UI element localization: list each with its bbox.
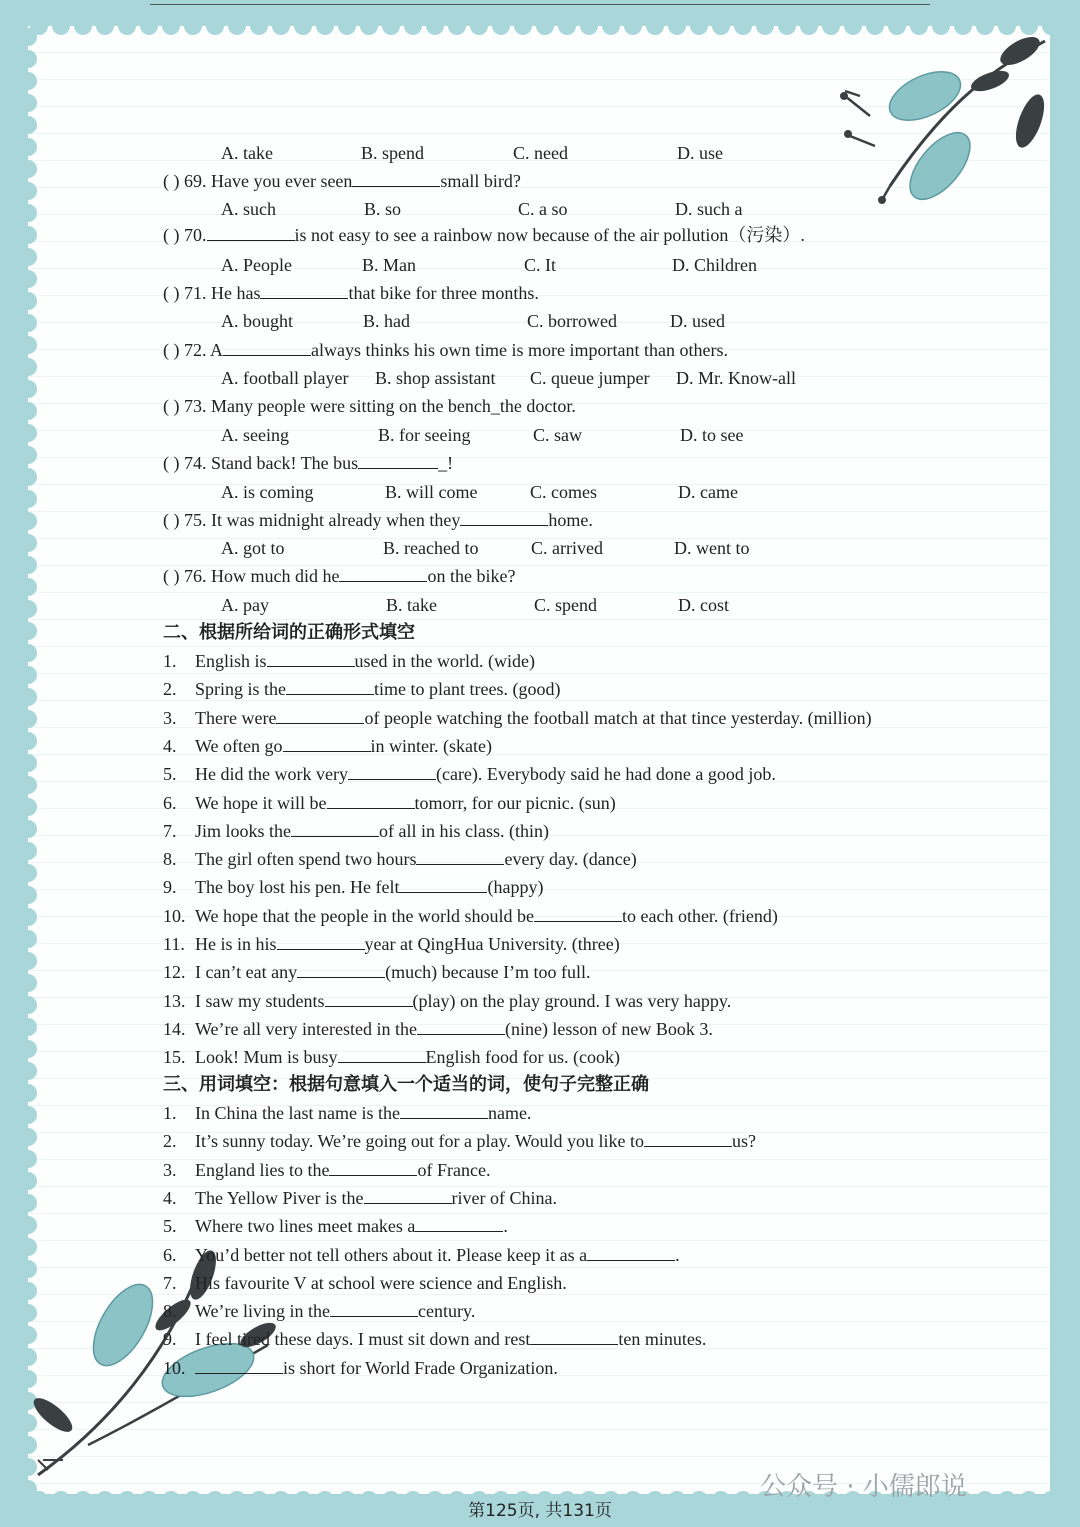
answer-blank[interactable] <box>352 170 440 187</box>
item-text: English is <box>195 651 267 671</box>
item-text-end: river of China. <box>451 1187 557 1208</box>
q74-option-c: C. comes <box>530 482 597 502</box>
section3-title: 三、用词填空：根据句意填入一个适当的词，使句子完整正确 <box>163 1074 649 1095</box>
item-text-end: of people watching the football match at that tince yesterday. (million) <box>364 707 872 728</box>
q75-option-b: B. reached to <box>383 538 479 558</box>
q69-option-d: D. such a <box>675 199 743 219</box>
item-number: 5. <box>163 1216 177 1237</box>
item-number: 1. <box>163 1103 177 1123</box>
question-75: ( ) 75. It was midnight already when they home. <box>163 510 593 530</box>
item-number: 14. <box>163 1018 186 1039</box>
list-item <box>163 1215 508 1237</box>
item-text-end: year at QingHua University. (three) <box>364 934 620 954</box>
item-text: It’s sunny today. We’re going out for a play. Would you like to <box>195 1131 645 1152</box>
list-item <box>163 1300 475 1322</box>
answer-blank[interactable] <box>417 1018 505 1035</box>
item-number: 2. <box>163 1131 177 1152</box>
item-number: 6. <box>163 1244 177 1265</box>
answer-blank[interactable] <box>297 961 385 978</box>
list-item <box>163 650 535 672</box>
item-number: 10. <box>163 1357 186 1378</box>
item-text-end: ten minutes. <box>618 1329 707 1350</box>
q71-option-c: C. borrowed <box>527 311 617 331</box>
item-number: 8. <box>163 1301 177 1322</box>
item-text-end: (play) on the play ground. I was very happy. <box>412 990 732 1011</box>
list-item <box>163 1102 531 1124</box>
answer-blank[interactable] <box>400 1102 488 1119</box>
item-number: 15. <box>163 1047 186 1068</box>
item-text-end: to each other. (friend) <box>621 905 778 926</box>
item-text: I feel tired these days. I must sit down and rest <box>195 1329 531 1350</box>
answer-blank[interactable] <box>283 735 371 752</box>
question-70: ( ) 70. is not easy to see a rainbow now because of the air pollution（污染）. <box>163 225 805 245</box>
q73-option-a: A. seeing <box>221 425 289 445</box>
item-text: We’re living in the <box>195 1301 331 1322</box>
item-text: His favourite V at school were science and English. <box>195 1272 567 1293</box>
q71-option-d: D. used <box>670 311 725 331</box>
answer-blank[interactable] <box>260 282 348 299</box>
item-text: Where two lines meet makes a <box>195 1216 416 1237</box>
item-number: 5. <box>163 764 177 785</box>
item-text-end: (happy) <box>487 877 544 898</box>
list-item <box>163 1130 756 1152</box>
item-text: We hope that the people in the world should be <box>195 905 534 926</box>
item-text-end: century. <box>418 1301 476 1322</box>
q73-option-b: B. for seeing <box>378 425 471 445</box>
list-item <box>163 1244 680 1266</box>
item-text-end: is short for World Frade Organization. <box>283 1357 558 1378</box>
item-text-end: used in the world. (wide) <box>354 651 535 671</box>
item-text: He is in his <box>195 934 277 954</box>
q73-option-d: D. to see <box>680 425 744 445</box>
answer-blank[interactable] <box>460 509 548 526</box>
item-text-end: us? <box>732 1131 757 1152</box>
q76-option-d: D. cost <box>678 595 729 615</box>
list-item <box>163 1159 490 1181</box>
q75-option-c: C. arrived <box>531 538 603 558</box>
list-item <box>163 735 492 757</box>
list-item <box>163 848 637 870</box>
item-text-end: (care). Everybody said he had done a good job. <box>435 764 776 785</box>
question-69: ( ) 69. Have you ever seen small bird? <box>163 171 521 191</box>
item-text: There were <box>195 707 277 728</box>
list-item <box>163 707 872 729</box>
answer-blank[interactable] <box>348 763 436 780</box>
item-text-end: (nine) lesson of new Book 3. <box>504 1018 713 1039</box>
item-text-end: . <box>675 1244 680 1265</box>
item-number: 9. <box>163 877 177 898</box>
item-number: 4. <box>163 735 177 756</box>
list-item <box>163 792 616 814</box>
item-text-end: tomorr, for our picnic. (sun) <box>414 792 616 813</box>
list-item <box>163 820 549 842</box>
answer-blank[interactable] <box>364 1187 452 1204</box>
answer-blank[interactable] <box>223 339 311 356</box>
q74-option-b: B. will come <box>385 482 478 502</box>
item-number: 9. <box>163 1329 177 1350</box>
answer-blank[interactable] <box>291 820 379 837</box>
item-number: 3. <box>163 707 177 728</box>
q71-option-a: A. bought <box>221 311 293 331</box>
item-number: 3. <box>163 1159 177 1180</box>
q70-option-a: A. People <box>221 255 292 275</box>
item-text-end: every day. (dance) <box>504 849 637 870</box>
list-item <box>163 990 731 1012</box>
answer-blank[interactable] <box>534 905 622 922</box>
q68-option-b: B. spend <box>361 143 424 163</box>
answer-blank[interactable] <box>330 1300 418 1317</box>
item-number: 13. <box>163 990 186 1011</box>
list-item <box>163 1357 558 1379</box>
answer-blank[interactable] <box>530 1328 618 1345</box>
q72-option-c: C. queue jumper <box>530 368 650 388</box>
q69-option-a: A. such <box>221 199 276 219</box>
leaf-branch-top-right <box>830 26 1055 206</box>
list-item <box>163 876 543 898</box>
item-text-end: of France. <box>417 1159 491 1180</box>
item-number: 12. <box>163 962 186 983</box>
item-text: We often go <box>195 735 283 756</box>
list-item <box>163 1272 567 1294</box>
answer-blank[interactable] <box>329 1159 417 1176</box>
item-text-end: . <box>503 1216 508 1237</box>
item-text: England lies to the <box>195 1159 330 1180</box>
answer-blank[interactable] <box>399 876 487 893</box>
answer-blank[interactable] <box>325 990 413 1007</box>
q68-option-d: D. use <box>677 143 723 163</box>
q76-option-c: C. spend <box>534 595 597 615</box>
q70-option-c: C. It <box>524 255 557 275</box>
q68-option-a: A. take <box>221 143 273 163</box>
list-item <box>163 763 776 785</box>
item-text-end: (much) because I’m too full. <box>385 962 591 983</box>
q76-option-b: B. take <box>386 595 437 615</box>
item-text: The Yellow Piver is the <box>195 1187 364 1208</box>
answer-blank[interactable] <box>338 1046 426 1063</box>
q72-option-b: B. shop assistant <box>375 368 496 388</box>
list-item <box>163 1018 713 1040</box>
list-item <box>163 905 778 927</box>
item-text: The girl often spend two hours <box>195 849 417 870</box>
q72-option-a: A. football player <box>221 368 349 388</box>
q75-option-a: A. got to <box>221 538 285 558</box>
item-text: I can’t eat any <box>195 962 298 983</box>
question-71: ( ) 71. He has that bike for three months. <box>163 283 539 303</box>
item-number: 10. <box>163 905 186 926</box>
answer-blank[interactable] <box>277 933 365 950</box>
answer-blank[interactable] <box>327 792 415 809</box>
q69-option-b: B. so <box>364 199 402 219</box>
item-number: 2. <box>163 679 177 700</box>
q74-option-d: D. came <box>678 482 738 502</box>
q76-option-a: A. pay <box>221 595 269 615</box>
item-text: I saw my students <box>195 990 325 1011</box>
answer-blank[interactable] <box>415 1215 503 1232</box>
q71-option-b: B. had <box>363 311 410 331</box>
answer-blank[interactable] <box>358 452 438 469</box>
answer-blank[interactable] <box>195 1357 283 1374</box>
item-text-end: of all in his class. (thin) <box>379 820 549 841</box>
q73-option-c: C. saw <box>533 425 582 445</box>
item-number: 8. <box>163 849 177 870</box>
list-item <box>163 678 560 700</box>
item-number: 7. <box>163 820 177 841</box>
answer-blank[interactable] <box>286 678 374 695</box>
top-rule <box>150 4 930 5</box>
list-item <box>163 961 591 983</box>
item-text-end: time to plant trees. (good) <box>374 679 561 700</box>
q70-option-d: D. Children <box>672 255 757 275</box>
answer-blank[interactable] <box>416 848 504 865</box>
question-76: ( ) 76. How much did he on the bike? <box>163 566 516 586</box>
answer-blank[interactable] <box>276 707 364 724</box>
item-text: You’d better not tell others about it. Please keep it as a <box>195 1244 588 1265</box>
answer-blank[interactable] <box>587 1244 675 1261</box>
item-text: We hope it will be <box>195 792 327 813</box>
answer-blank[interactable] <box>339 565 427 582</box>
item-number: 4. <box>163 1187 177 1208</box>
item-text: Spring is the <box>195 679 287 700</box>
item-number: 1. <box>163 651 177 671</box>
question-72: ( ) 72. A always thinks his own time is more important than others. <box>163 340 728 360</box>
answer-blank[interactable] <box>644 1130 732 1147</box>
item-text-end: in winter. (skate) <box>370 735 492 756</box>
list-item <box>163 933 620 955</box>
page-footer: 第125页, 共131页 <box>468 1501 612 1521</box>
item-number: 11. <box>163 934 185 954</box>
item-number: 7. <box>163 1272 177 1293</box>
item-text: He did the work very <box>195 764 348 785</box>
item-text: Look! Mum is busy <box>195 1047 338 1068</box>
question-73: ( ) 73. Many people were sitting on the bench_the doctor. <box>163 396 576 416</box>
question-74: ( ) 74. Stand back! The bus _! <box>163 453 454 473</box>
answer-blank[interactable] <box>207 224 295 241</box>
item-text: The boy lost his pen. He felt <box>195 877 400 898</box>
q74-option-a: A. is coming <box>221 482 314 502</box>
q69-option-c: C. a so <box>518 199 568 219</box>
watermark: 公众号 · 小儒郎说 <box>760 1472 967 1502</box>
section2-title: 二、根据所给词的正确形式填空 <box>163 622 415 643</box>
list-item <box>163 1187 557 1209</box>
q68-option-c: C. need <box>513 143 568 163</box>
q75-option-d: D. went to <box>674 538 750 558</box>
item-text-end: name. <box>487 1103 532 1123</box>
item-text-end: English food for us. (cook) <box>425 1047 620 1068</box>
item-text: In China the last name is the <box>195 1103 400 1123</box>
answer-blank[interactable] <box>267 650 355 667</box>
item-text: We’re all very interested in the <box>195 1018 417 1039</box>
item-text: Jim looks the <box>195 820 292 841</box>
list-item <box>163 1328 706 1350</box>
list-item <box>163 1046 620 1068</box>
item-number: 6. <box>163 792 177 813</box>
q70-option-b: B. Man <box>362 255 416 275</box>
q72-option-d: D. Mr. Know-all <box>676 368 796 388</box>
